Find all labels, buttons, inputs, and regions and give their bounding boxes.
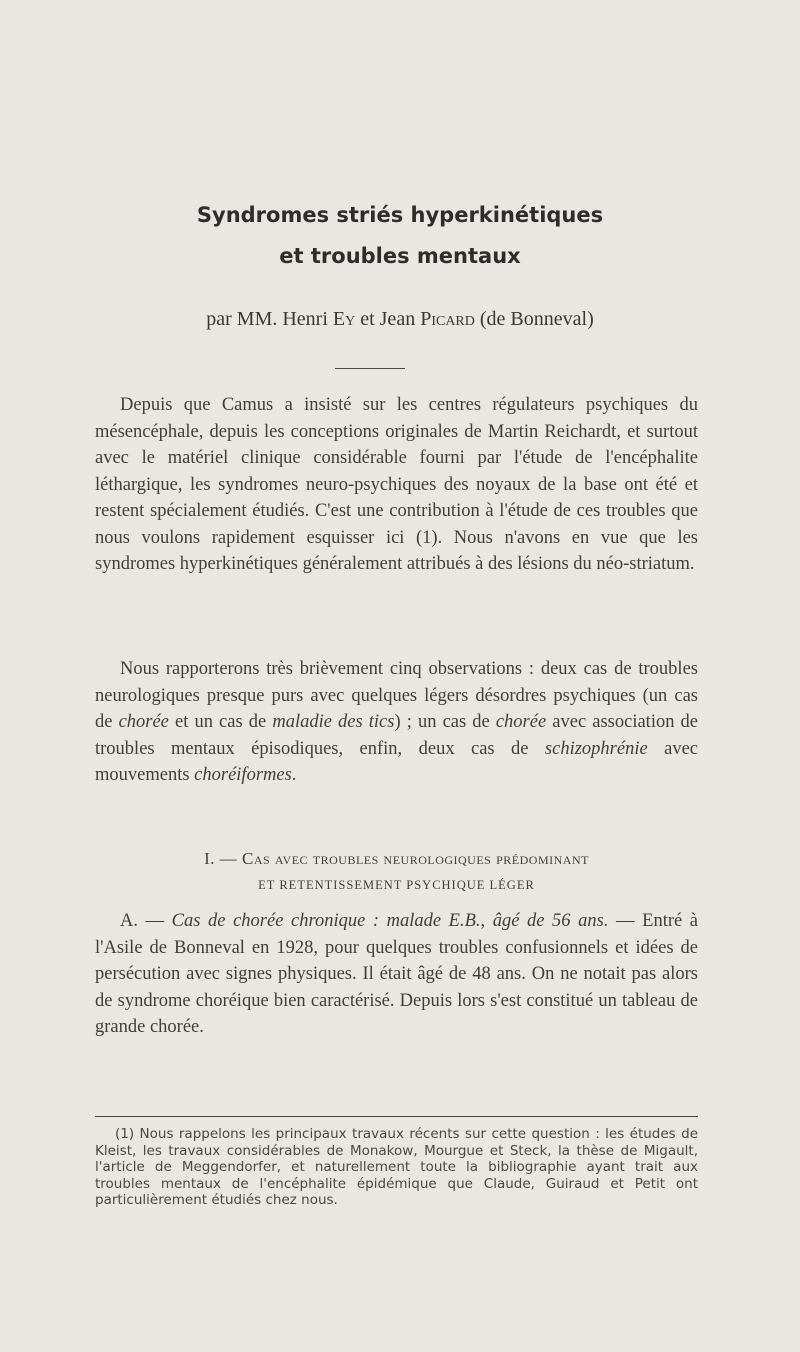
intro-paragraph-2 xyxy=(95,656,698,789)
byline-middle: et Jean xyxy=(355,308,421,330)
p2-text-e: avec mouvements xyxy=(95,738,698,785)
p2-text-f: . xyxy=(291,765,297,785)
article-title-line-1: Syndromes striés hyperkinétiques xyxy=(196,203,604,227)
case-a-text: Entré à l'Asile de Bonneval en 1928, pour quelques troubles confusionnels et idées de persécution avec signes physiques. Il était âgé de 48 ans. On ne notait pas alors de syndrome choréique bien caractérisé. Depuis lors s'est constitué un tableau de grande chorée. xyxy=(95,911,698,1037)
case-a-label: A. — xyxy=(120,911,172,931)
case-a-paragraph xyxy=(95,908,698,1041)
p2-text-b: et un cas de xyxy=(168,712,273,732)
p2-text-c: ) ; un cas de xyxy=(394,712,496,732)
footnote-divider xyxy=(95,1116,698,1117)
section-heading-line-1: I. — Cas avec troubles neurologiques prédominant xyxy=(204,849,589,868)
p2-emphasis-1: chorée xyxy=(118,712,169,732)
case-a-dash: — xyxy=(608,911,643,931)
p2-text-d: avec association de troubles mentaux épisodiques, enfin, deux cas de xyxy=(95,712,699,759)
section-heading-line-2: ET RETENTISSEMENT PSYCHIQUE LÉGER xyxy=(258,878,535,892)
p2-emphasis-4: schizophrénie xyxy=(544,738,648,759)
p2-emphasis-5: choréiformes xyxy=(194,765,292,785)
byline-suffix: (de Bonneval) xyxy=(474,308,594,330)
intro-paragraph-1: Depuis que Camus a insisté sur les centres régulateurs psychiques du mésencéphale, depuis les conceptions originales de Martin Reichardt, et surtout avec le matériel clinique considérable fourni par l'étude de l'encéphalite léthargique, les syndromes neuro-psychiques des noyaux de la base ont été et restent spécialement étudiés. C'est une contribution à l'étude de ces troubles que nous voulons rapidement esquisser ici (1). Nous n'avons en vue que les syndromes hyperkinétiques généralement attribués à des lésions du néo-striatum. xyxy=(95,395,698,574)
footnote: (1) Nous rappelons les principaux travaux récents sur cette question : les études de Kleist, les travaux considérables de Monakow, Mourgue et Steck, la thèse de Migault, l'article de Meggendorfer, et naturellement toute la bibliographie ayant trait aux troubles mentaux de l'encéphalite épidémique que Claude, Guiraud et Petit ont particulièrement étudiés chez nous. xyxy=(95,1126,698,1208)
p2-emphasis-3: chorée xyxy=(495,712,547,732)
byline xyxy=(0,308,800,331)
case-a-title: Cas de chorée chronique : malade E.B., âgé de 56 ans. xyxy=(171,911,609,931)
p2-text-a: Nous rapporterons très brièvement cinq observations : deux cas de troubles neurologiques presque purs avec quelques légers désordres psychiques (un cas de xyxy=(95,659,698,732)
title-divider xyxy=(335,368,405,369)
article-title-line-2: et troubles mentaux xyxy=(279,244,521,268)
author-1-lastname: Ey xyxy=(332,308,356,330)
p2-emphasis-2: maladie des tics xyxy=(272,712,395,732)
byline-prefix: par MM. Henri xyxy=(206,308,333,330)
author-2-lastname: Picard xyxy=(420,308,475,330)
